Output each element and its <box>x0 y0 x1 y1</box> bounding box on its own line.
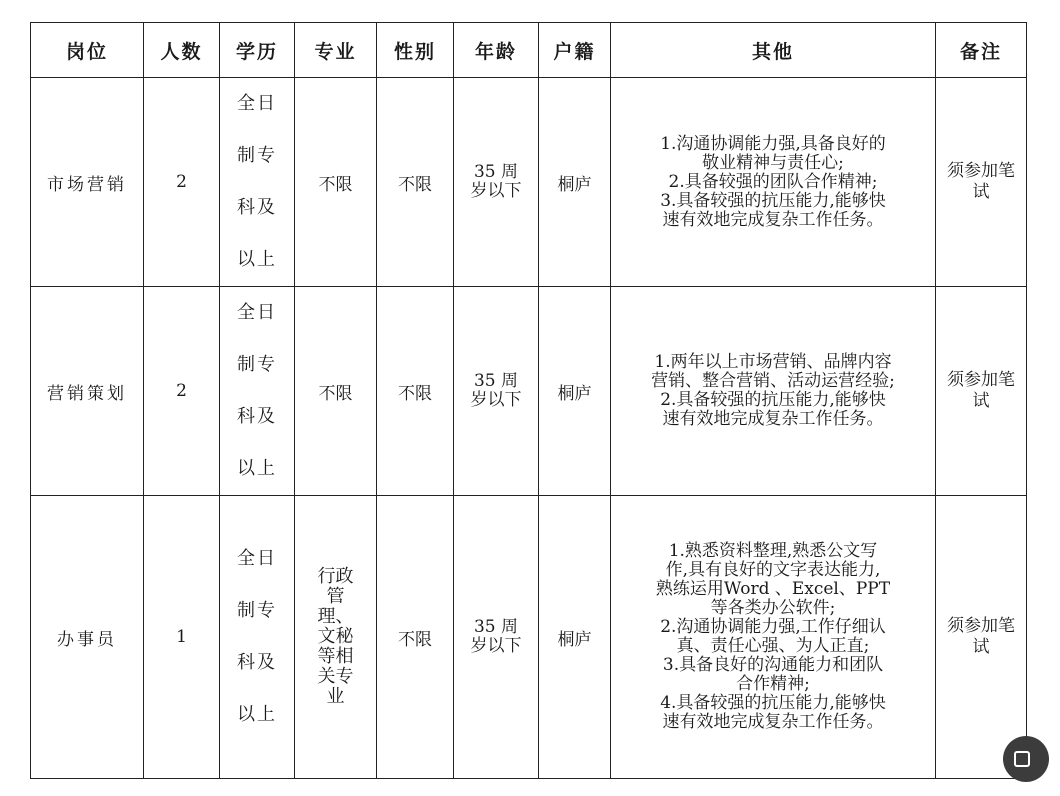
education-line: 全日 <box>237 302 277 323</box>
header-age: 年龄 <box>454 23 539 78</box>
other-line: 1.两年以上市场营销、品牌内容 <box>654 352 892 372</box>
cell-gender: 不限 <box>377 78 454 287</box>
education-line: 以上 <box>237 458 277 479</box>
table-row <box>31 496 1027 779</box>
header-hukou: 户籍 <box>539 23 611 78</box>
other-line: 2.具备较强的抗压能力,能够快 <box>660 390 886 410</box>
cell-count: 1 <box>144 496 220 779</box>
other-line: 等各类办公软件; <box>710 598 836 618</box>
cell-major: 不限 <box>295 78 377 287</box>
education-line: 科及 <box>237 652 277 673</box>
age-text: 35 周岁以下 <box>470 371 522 410</box>
other-line: 速有效地完成复杂工作任务。 <box>662 712 884 732</box>
other-line: 作,具有良好的文字表达能力, <box>665 560 881 580</box>
cell-position: 办事员 <box>31 496 144 779</box>
cell-note <box>936 496 1027 779</box>
header-note: 备注 <box>936 23 1027 78</box>
floating-action-icon[interactable] <box>1003 736 1049 782</box>
recruitment-table <box>30 22 1027 779</box>
table-row <box>31 287 1027 496</box>
cell-position: 市场营销 <box>31 78 144 287</box>
header-gender: 性别 <box>377 23 454 78</box>
note-text: 须参加笔试 <box>947 161 1015 202</box>
cell-count: 2 <box>144 287 220 496</box>
other-line: 速有效地完成复杂工作任务。 <box>662 409 884 429</box>
other-line: 熟练运用Word 、Excel、PPT <box>655 579 891 599</box>
education-line: 制专 <box>237 145 277 166</box>
cell-other <box>611 78 936 287</box>
cell-note <box>936 78 1027 287</box>
cell-age <box>454 496 539 779</box>
major-text: 行政管理、文秘等相关专业 <box>317 566 354 707</box>
cell-hukou: 桐庐 <box>539 78 611 287</box>
note-text: 须参加笔试 <box>947 370 1015 411</box>
header-major: 专业 <box>295 23 377 78</box>
header-education: 学历 <box>220 23 295 78</box>
other-line: 营销、整合营销、活动运营经验; <box>651 371 895 391</box>
other-line: 合作精神; <box>736 674 810 694</box>
education-line: 制专 <box>237 600 277 621</box>
cell-age <box>454 287 539 496</box>
cell-education <box>220 287 295 496</box>
cell-education <box>220 496 295 779</box>
other-line: 敬业精神与责任心; <box>702 152 844 173</box>
education-line: 全日 <box>237 548 277 569</box>
education-line: 科及 <box>237 197 277 218</box>
cell-gender: 不限 <box>377 496 454 779</box>
cell-major: 不限 <box>295 287 377 496</box>
other-line: 2.具备较强的团队合作精神; <box>668 171 878 192</box>
education-line: 以上 <box>237 249 277 270</box>
cell-gender: 不限 <box>377 287 454 496</box>
education-line: 科及 <box>237 406 277 427</box>
other-line: 1.沟通协调能力强,具备良好的 <box>660 133 886 154</box>
other-line: 速有效地完成复杂工作任务。 <box>662 209 884 230</box>
cell-age <box>454 78 539 287</box>
age-text: 35 周岁以下 <box>470 162 522 201</box>
education-line: 制专 <box>237 354 277 375</box>
other-line: 真、责任心强、为人正直; <box>676 636 870 656</box>
header-other: 其他 <box>611 23 936 78</box>
header-position: 岗位 <box>31 23 144 78</box>
education-line: 全日 <box>237 93 277 114</box>
cell-hukou: 桐庐 <box>539 287 611 496</box>
square-icon <box>1013 750 1031 768</box>
other-line: 4.具备较强的抗压能力,能够快 <box>660 693 886 713</box>
header-count: 人数 <box>144 23 220 78</box>
cell-position: 营销策划 <box>31 287 144 496</box>
cell-other <box>611 496 936 779</box>
table-header-row <box>31 23 1027 78</box>
cell-major <box>295 496 377 779</box>
note-text: 须参加笔试 <box>947 616 1015 657</box>
cell-note <box>936 287 1027 496</box>
other-line: 3.具备良好的沟通能力和团队 <box>662 655 884 675</box>
other-line: 2.沟通协调能力强,工作仔细认 <box>660 617 886 637</box>
other-line: 1.熟悉资料整理,熟悉公文写 <box>668 541 878 561</box>
table-row <box>31 78 1027 287</box>
cell-other <box>611 287 936 496</box>
cell-hukou: 桐庐 <box>539 496 611 779</box>
age-text: 35 周岁以下 <box>470 617 522 656</box>
cell-education <box>220 78 295 287</box>
other-line: 3.具备较强的抗压能力,能够快 <box>660 190 886 211</box>
cell-count: 2 <box>144 78 220 287</box>
education-line: 以上 <box>237 704 277 725</box>
